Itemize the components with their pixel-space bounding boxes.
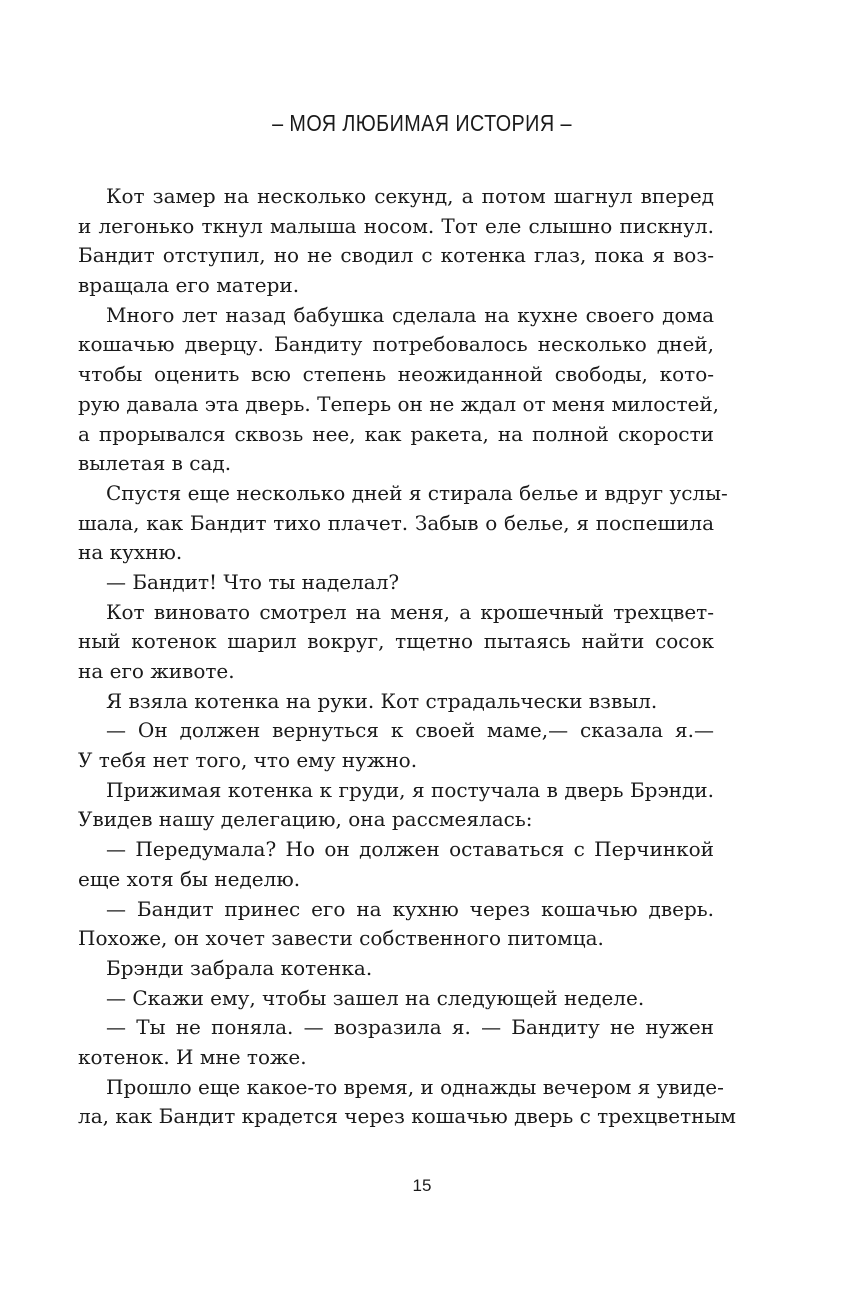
dialogue-line: — Бандит принес его на кухню через кошачью дверь. (106, 896, 714, 921)
text-line: Кот замер на несколько секунд, а потом шагнул вперед (106, 184, 714, 208)
text-line: Бандит отступил, но не сводил с котенка глаз, пока я воз- (78, 243, 714, 268)
text-line: на кухню. (78, 540, 183, 565)
text-line: и легонько ткнул малыша носом. Тот еле слышно пискнул. (78, 213, 714, 238)
text-line: еще хотя бы неделю. (78, 866, 301, 891)
text-line: шала, как Бандит тихо плачет. Забыв о белье, я поспешила (78, 510, 714, 535)
page-number: 15 (412, 1176, 432, 1195)
text-line: Похоже, он хочет завести собственного питомца. (78, 926, 604, 951)
dialogue-line: — Бандит! Что ты наделал? (106, 569, 400, 594)
text-line: Прижимая котенка к груди, я постучала в дверь Брэнди. (106, 777, 714, 802)
text-line: Брэнди забрала котенка. (106, 955, 373, 980)
text-line: Кот виновато смотрел на меня, а крошечный трехцвет- (106, 599, 714, 624)
text-line: котенок. И мне тоже. (78, 1044, 307, 1069)
dialogue-line: — Скажи ему, чтобы зашел на следующей неделе. (106, 985, 645, 1010)
text-line: У тебя нет того, что ему нужно. (78, 748, 418, 773)
text-line: Увидев нашу делегацию, она рассмеялась: (78, 807, 533, 832)
text-line: кошачью дверцу. Бандиту потребовалось несколько дней, (78, 332, 714, 357)
text-line: Прошло еще какое-то время, и однажды вечером я увиде- (106, 1074, 724, 1099)
text-line: чтобы оценить всю степень неожиданной свободы, кото- (78, 362, 714, 387)
dialogue-line: — Передумала? Но он должен оставаться с Перчинкой (106, 837, 714, 862)
text-line: Я взяла котенка на руки. Кот страдальчески взвыл. (106, 688, 658, 713)
dialogue-line: — Ты не поняла. — возразила я. — Бандиту не нужен (106, 1015, 714, 1040)
text-line: на его животе. (78, 659, 235, 683)
text-line: ный котенок шарил вокруг, тщетно пытаясь найти сосок (78, 629, 714, 654)
text-line: ла, как Бандит крадется через кошачью дверь с трехцветным (78, 1104, 736, 1129)
dialogue-line: — Он должен вернуться к своей маме,— сказала я.— (106, 718, 714, 743)
text-line: вылетая в сад. (78, 451, 232, 476)
text-line: вращала его матери. (78, 273, 300, 298)
text-line: Много лет назад бабушка сделала на кухне своего дома (106, 302, 714, 327)
running-title: – МОЯ ЛЮБИМАЯ ИСТОРИЯ – (272, 110, 572, 136)
text-line: рую давала эта дверь. Теперь он не ждал от меня милостей, (78, 391, 720, 416)
text-line: Спустя еще несколько дней я стирала белье и вдруг услы- (106, 480, 728, 505)
text-line: а прорывался сквозь нее, как ракета, на полной скорости (78, 421, 714, 446)
body-text (78, 182, 736, 1132)
